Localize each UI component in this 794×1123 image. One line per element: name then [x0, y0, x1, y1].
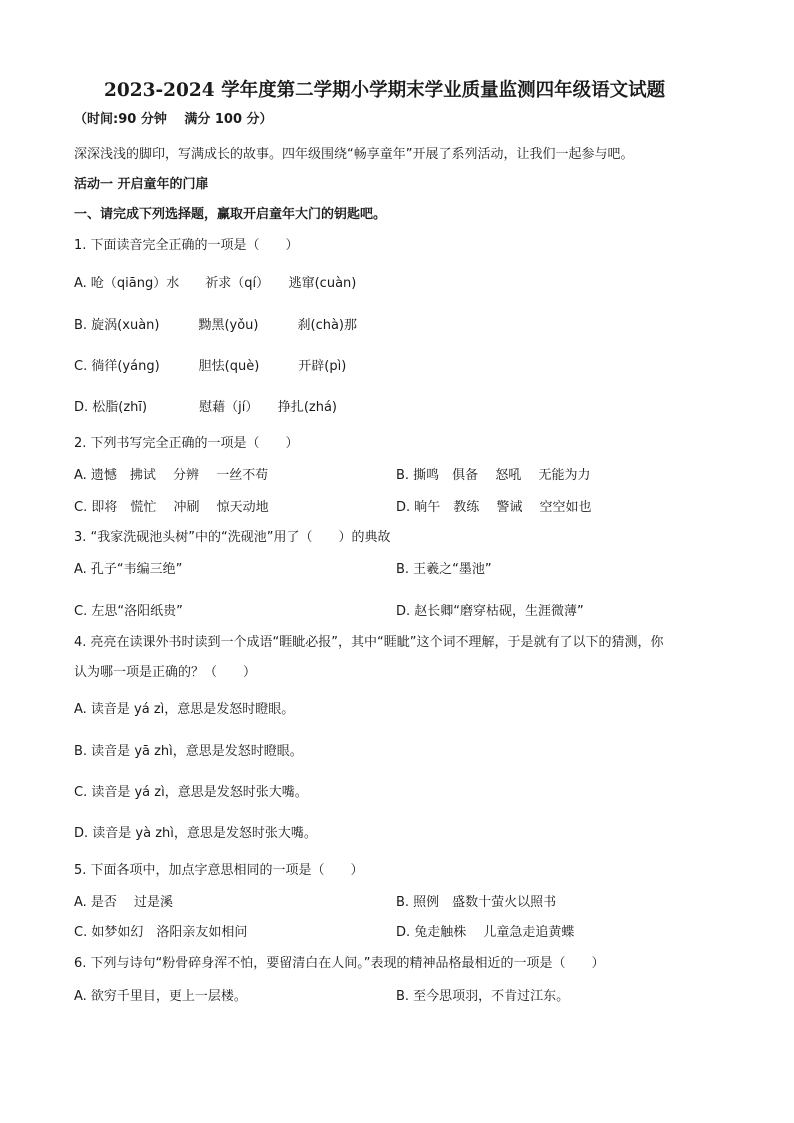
- question-6-stem: 6. 下列与诗句“粉骨碎身浑不怕，要留清白在人间。”表现的精神品格最相近的一项是（ ）: [74, 956, 605, 971]
- question-3-option-a: A. 孔子“韦编三绝”: [74, 562, 183, 577]
- question-1-stem: 1. 下面读音完全正确的一项是（ ）: [74, 238, 299, 253]
- exam-subtitle: （时间:90 分钟 满分 100 分）: [74, 112, 273, 127]
- question-2-option-c: C. 即将 慌忙 冲刷 惊天动地: [74, 500, 269, 515]
- question-4-option-d: D. 读音是 yà zhì，意思是发怒时张大嘴。: [74, 826, 317, 841]
- question-1-option-c: C. 徜徉(yáng) 胆怯(què) 开辟(pì): [74, 359, 347, 374]
- intro-text: 深深浅浅的脚印，写满成长的故事。四年级围绕“畅享童年”开展了系列活动，让我们一起参与吧。: [74, 147, 634, 162]
- section-heading: 一、请完成下列选择题，赢取开启童年大门的钥匙吧。: [74, 207, 387, 222]
- question-4-stem-line1: 4. 亮亮在读课外书时读到一个成语“睚眦必报”，其中“睚眦”这个词不理解，于是就有了以下的猜测，你: [74, 635, 664, 650]
- question-3-option-d: D. 赵长卿“磨穿枯砚，生涯微薄”: [396, 604, 584, 619]
- question-2-option-d: D. 晌午 教练 警诫 空空如也: [396, 500, 592, 515]
- activity-heading: 活动一 开启童年的门扉: [74, 177, 209, 192]
- question-1-option-a: A. 呛（qiāng）水 祈求（qí） 逃窜(cuàn): [74, 276, 357, 291]
- question-3-stem: 3. “我家洗砚池头树”中的“洗砚池”用了（ ）的典故: [74, 530, 391, 545]
- question-3-option-b: B. 王羲之“墨池”: [396, 562, 492, 577]
- question-6-option-a: A. 欲穷千里目，更上一层楼。: [74, 989, 247, 1004]
- question-5-stem: 5. 下面各项中，加点字意思相同的一项是（ ）: [74, 863, 364, 878]
- question-4-option-c: C. 读音是 yá zì，意思是发怒时张大嘴。: [74, 785, 308, 800]
- question-2-option-a: A. 遗憾 拂试 分辨 一丝不苟: [74, 468, 269, 483]
- question-5-option-c: C. 如梦如幻 洛阳亲友如相问: [74, 925, 248, 940]
- exam-title: 2023-2024 学年度第二学期小学期末学业质量监测四年级语文试题: [104, 80, 666, 101]
- question-4-option-b: B. 读音是 yā zhì，意思是发怒时瞪眼。: [74, 744, 303, 759]
- question-2-option-b: B. 撕鸣 俱备 怒吼 无能为力: [396, 468, 591, 483]
- question-3-option-c: C. 左思“洛阳纸贵”: [74, 604, 183, 619]
- question-4-stem-line2: 认为哪一项是正确的？（ ）: [74, 665, 257, 680]
- question-1-option-d: D. 松脂(zhī) 慰藉（jí） 挣扎(zhá): [74, 400, 337, 415]
- question-5-option-a: A. 是否 过是溪: [74, 895, 174, 910]
- question-4-option-a: A. 读音是 yá zì，意思是发怒时瞪眼。: [74, 702, 295, 717]
- question-5-option-b: B. 照例 盛数十萤火以照书: [396, 895, 557, 910]
- question-5-option-d: D. 兔走触株 儿童急走追黄蝶: [396, 925, 575, 940]
- question-1-option-b: B. 旋涡(xuàn) 黝黑(yǒu) 刹(chà)那: [74, 318, 357, 333]
- question-6-option-b: B. 至今思项羽，不肯过江东。: [396, 989, 570, 1004]
- question-2-stem: 2. 下列书写完全正确的一项是（ ）: [74, 436, 299, 451]
